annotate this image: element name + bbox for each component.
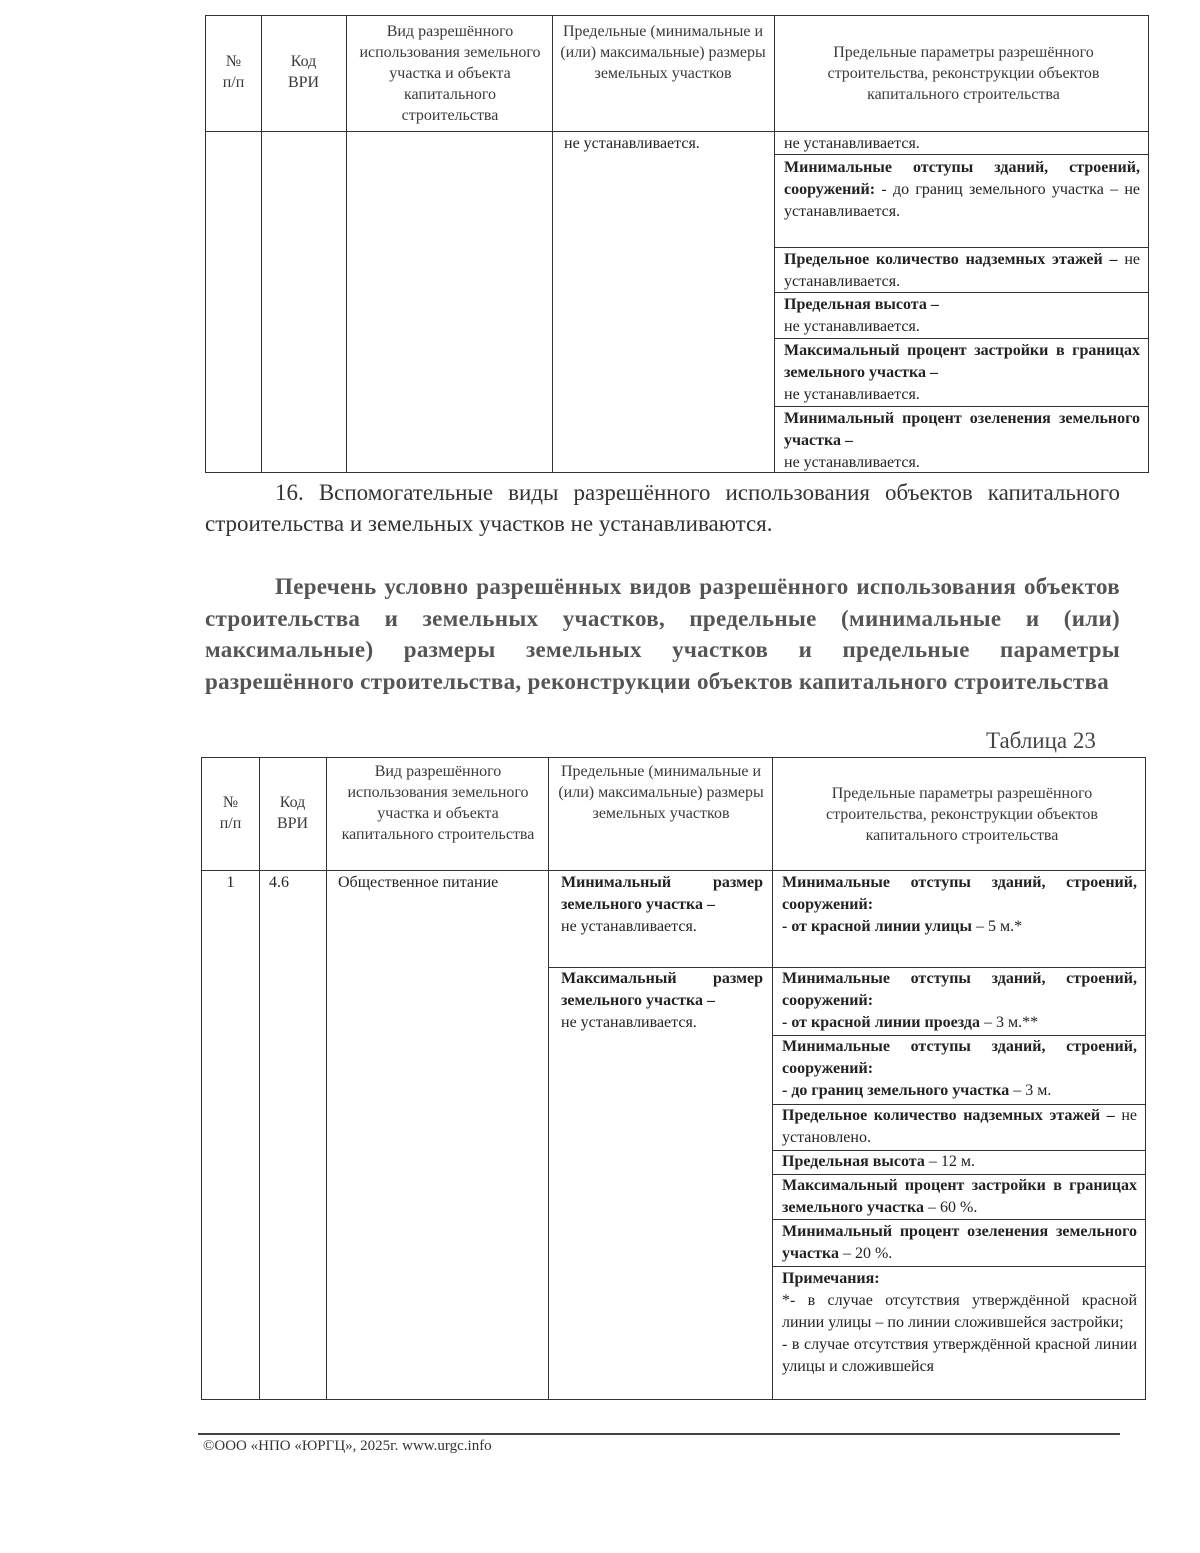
size-label: Минимальный размер земельного участка –	[561, 874, 763, 913]
size-label: Максимальный размер земельного участка –	[561, 970, 763, 1009]
row-code: 4.6	[269, 874, 289, 891]
params-text: не устанавливается.	[784, 386, 920, 403]
header-params: Предельные параметры разрешённого строительства, реконструкции объектов капитального строительства	[826, 785, 1098, 844]
paragraph-16-text: 16. Вспомогательные виды разрешённого использования объектов капитального строительства и земельных участков не устанавливаются.	[205, 480, 1120, 536]
size-value: не устанавливается.	[564, 135, 700, 152]
params-text: – 3 м.	[1009, 1082, 1052, 1099]
params-cell	[784, 249, 1140, 293]
params-cell	[782, 1175, 1137, 1219]
params-cell	[782, 1221, 1137, 1265]
notes-line: *- в случае отсутствия утверждённой красной линии улицы – по линии сложившейся застройки;	[782, 1292, 1137, 1331]
header-size: Предельные (минимальные и (или) максимальные) размеры земельных участков	[558, 763, 764, 822]
params-cell	[784, 408, 1140, 474]
params-label: Минимальные отступы зданий, строений, сооружений:	[784, 159, 1140, 198]
row-number: 1	[226, 874, 235, 891]
params-text: не устанавливается.	[784, 318, 920, 335]
row-kind: Общественное питание	[338, 874, 499, 891]
params-text: – 20 %.	[838, 1245, 893, 1262]
params-label: Минимальные отступы зданий, строений, сооружений:	[782, 874, 1137, 913]
notes-title: Примечания:	[782, 1270, 880, 1287]
size-text: не устанавливается.	[561, 918, 697, 935]
size-cell	[561, 968, 763, 1034]
header-kind: Вид разрешённого использования земельного участка и объекта капитального строительства	[359, 23, 541, 124]
params-cell	[782, 1105, 1137, 1149]
header-number: № п/п	[219, 794, 242, 832]
header-size: Предельные (минимальные и (или) максимальные) размеры земельных участков	[560, 23, 766, 82]
params-cell	[784, 157, 1140, 223]
params-text: – 5 м.*	[972, 918, 1023, 935]
params-label: Максимальный процент застройки в границах земельного участка –	[784, 342, 1140, 381]
header-code: Код ВРИ	[287, 53, 320, 91]
params-text: – 12 м.	[924, 1153, 975, 1170]
table-2	[201, 757, 1146, 1400]
params-label: Минимальные отступы зданий, строений, сооружений:	[782, 970, 1137, 1009]
table-label: Таблица 23	[986, 728, 1096, 753]
params-label: Максимальный процент застройки в границах земельного участка	[782, 1177, 1137, 1216]
header-code: Код ВРИ	[276, 794, 309, 832]
params-text: – 60 %.	[924, 1199, 978, 1216]
params-text: – 3 м.**	[979, 1014, 1039, 1031]
params-sublabel: - от красной линии улицы	[782, 918, 972, 935]
size-text: не устанавливается.	[561, 1014, 697, 1031]
params-sublabel: - от красной линии проезда	[782, 1014, 980, 1031]
params-cell	[784, 294, 1140, 338]
header-kind: Вид разрешённого использования земельного участка и объекта капитального строительства	[341, 763, 535, 843]
params-text: не устанавливается.	[784, 135, 920, 152]
params-label: Предельное количество надземных этажей –	[784, 251, 1118, 268]
params-text: не устанавливается.	[784, 454, 920, 471]
params-cell	[782, 968, 1137, 1034]
params-cell	[782, 1151, 1137, 1173]
footer-text: ©ООО «НПО «ЮРГЦ», 2025г. www.urgc.info	[203, 1438, 492, 1454]
params-cell	[782, 1036, 1137, 1102]
params-label: Минимальные отступы зданий, строений, сооружений:	[782, 1038, 1137, 1077]
params-label: Предельная высота –	[784, 296, 939, 313]
params-sublabel: - до границ земельного участка	[782, 1082, 1010, 1099]
params-label: Предельное количество надземных этажей –	[782, 1107, 1115, 1124]
footer-divider	[198, 1433, 1120, 1435]
notes-line: - в случае отсутствия утверждённой красной линии улицы и сложившейся	[782, 1336, 1137, 1375]
params-label: Минимальный процент озеленения земельного участка	[782, 1223, 1137, 1262]
header-number: № п/п	[222, 53, 245, 91]
params-text: не установлено.	[782, 1107, 1137, 1146]
params-cell	[782, 872, 1137, 938]
params-cell	[784, 340, 1140, 406]
params-label: Предельная высота	[782, 1153, 925, 1170]
paragraph-16	[205, 477, 1120, 539]
size-cell	[561, 872, 763, 938]
notes-cell	[782, 1268, 1137, 1398]
section-heading: Перечень условно разрешённых видов разрешённого использования объектов строительства и земельных участков, предельные (минимальные и (или) максимальные) размеры земельных участков и предельные параметры разрешённого строительства, реконструкции объектов капитального строительства	[205, 574, 1120, 694]
params-label: Минимальный процент озеленения земельного участка –	[784, 410, 1140, 449]
params-text: - до границ земельного участка – не устанавливается.	[784, 181, 1141, 220]
header-params: Предельные параметры разрешённого строительства, реконструкции объектов капитального строительства	[827, 44, 1100, 103]
table-1	[205, 15, 1149, 473]
params-cell	[784, 133, 1140, 155]
params-text: не устанавливается.	[784, 251, 1140, 290]
